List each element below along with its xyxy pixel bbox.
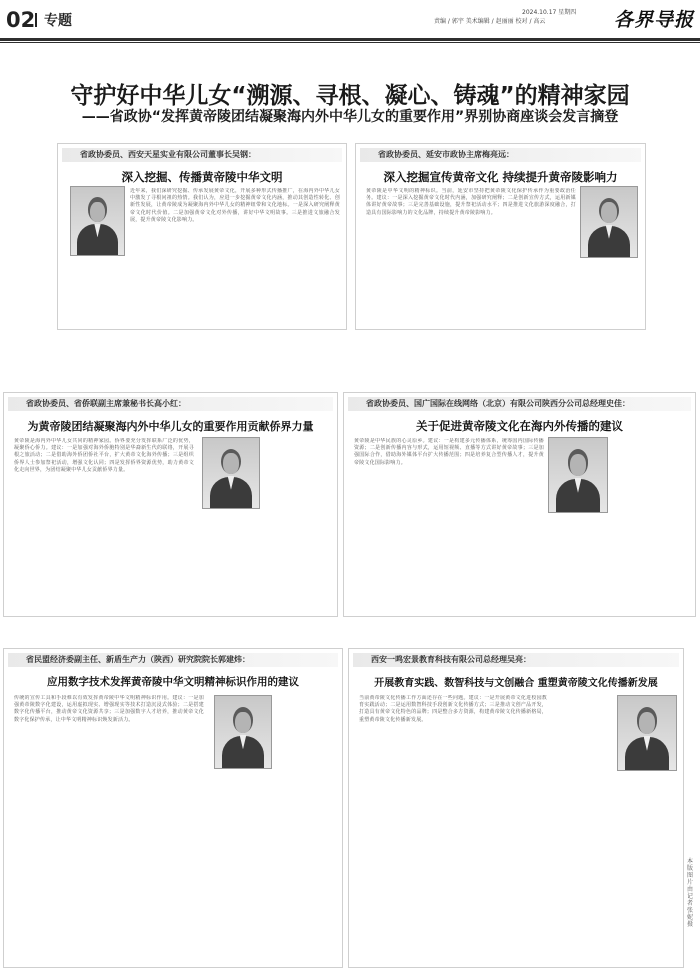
article-title: 为黄帝陵团结凝聚海内外中华儿女的重要作用贡献侨界力量 (27, 420, 314, 433)
article-body: 近年来，我们深研究挖掘、传承发展黄帝文化，开展多种形式传播推广，在海内外中华儿女中激发了寻根问祖的热情。我们认为，应进一步挖掘黄帝文化内涵，推动其创造性转化、创新性发展，让黄帝陵成为凝聚海内外中华儿女的精神纽带和文化地标。一是深入研究阐释黄帝文化时代价值。二是加强黄帝文化对外传播，讲好中华文明故事。三是推进文旅融合发展，提升黄帝陵文化影响力。 (130, 188, 340, 223)
article-panel-3 (3, 392, 338, 617)
page-header (0, 0, 700, 42)
header-rule (0, 38, 700, 41)
speaker-photo (617, 695, 677, 771)
main-headline: 守护好中华儿女“溯源、寻根、凝心、铸魂”的精神家园 (70, 83, 630, 109)
article-body: 黄帝陵是中华文明的精神标识。当前，延安市坚持把黄帝陵文化保护传承作为重要政治任务。建议：一是深入挖掘黄帝文化时代内涵，加强研究阐释；二是创新宣传方式，运用新媒体讲好黄帝故事；三是完善基础设施，提升祭祀活动水平；四是推进文化旅游深度融合，打造具有国际影响力的文化品牌，持续提升黄帝陵影响力。 (366, 188, 576, 216)
article-title: 应用数字技术发挥黄帝陵中华文明精神标识作用的建议 (47, 676, 299, 688)
article-panel-5 (3, 648, 343, 968)
speaker-photo (202, 437, 260, 509)
article-title: 开展教育实践、数智科技与文创融合 重塑黄帝陵文化传播新发展 (374, 678, 658, 689)
staff-credits (434, 16, 545, 25)
speaker-label: 省政协委员、国广国际在线网络（北京）有限公司陕西分公司总经理史佳： (366, 399, 630, 408)
speaker-bar (62, 148, 342, 162)
speaker-label: 西安一鸣宏景教育科技有限公司总经理吴亮： (371, 655, 531, 664)
article-title: 深入挖掘、传播黄帝陵中华文明 (121, 170, 283, 184)
speaker-bar (348, 397, 691, 411)
speaker-bar (353, 653, 679, 667)
page-number: 02 (6, 8, 36, 32)
speaker-photo (548, 437, 608, 513)
speaker-photo (70, 186, 125, 256)
section-label: 专题 (44, 13, 72, 29)
staff-editor: 责编 / 郭宇 (434, 18, 464, 25)
weekday-text: 星期四 (558, 9, 577, 16)
speaker-label: 省政协委员、西安天星实业有限公司董事长吴钢： (80, 150, 256, 159)
article-body: 传统的宣传工具和手段难以有效发挥黄帝陵中华文明精神标识作用。建议：一是加强黄帝陵数字化建设，运用虚拟现实、增强现实等技术打造沉浸式体验；二是搭建数字化传播平台，推动黄帝文化资源共享；三是加强数字人才培养，推动黄帝文化数字化保护传承，让中华文明精神标识焕发新活力。 (14, 695, 204, 723)
article-body: 黄帝陵是中华民族的心灵原乡。建议：一是构建多元传播体系，统筹国内国际传播资源；二是创新传播内容与形式，运用短视频、直播等方式讲好黄帝故事；三是加强国际合作，借助海外媒体平台扩大传播范围；四是培养复合型传播人才，提升黄帝陵文化国际影响力。 (354, 438, 544, 466)
speaker-bar (8, 653, 338, 667)
article-body: 当前黄帝陵文化传播工作方面还存在一些问题。建议：一是开展黄帝文化进校园教育实践活动；二是运用数智科技手段创新文化传播方式；三是推动文创产品开发，打造具有黄帝文化特色的品牌；四是整合多方资源，构建黄帝陵文化传播新格局，重塑黄帝陵文化传播新发展。 (359, 695, 547, 723)
date-text: 2024.10.17 (522, 9, 557, 16)
page-number-divider (35, 13, 37, 27)
article-body: 黄帝陵是海内外中华儿女共同的精神家园。侨界要充分发挥联系广泛的优势，凝聚侨心侨力。建议：一是加强对海外侨胞特别是华裔新生代的联络，开展寻根之旅活动；二是借助海外侨团侨社平台，扩大黄帝文化海外传播；三是组织侨界人士参加祭祀活动，增强文化认同；四是发挥侨界资源优势，助力黄帝文化走向世界，为团结凝聚中华儿女贡献侨界力量。 (14, 438, 194, 473)
article-panel-6 (348, 648, 684, 968)
speaker-bar (8, 397, 333, 411)
newspaper-logo: 各界导报 (614, 9, 695, 31)
sub-headline: ——省政协“发挥黄帝陵团结凝聚海内外中华儿女的重要作用”界别协商座谈会发言摘登 (81, 109, 619, 125)
speaker-label: 省政协委员、省侨联副主席兼秘书长高小红： (26, 399, 186, 408)
article-title: 关于促进黄帝陵文化在海内外传播的建议 (416, 419, 623, 433)
speaker-label: 省民盟经济委副主任、新盾生产力（陕西）研究院院长郭建炜： (26, 655, 250, 664)
speaker-label: 省政协委员、延安市政协主席梅亮远： (378, 150, 514, 159)
article-title: 深入挖掘宣传黄帝文化 持续提升黄帝陵影响力 (383, 170, 618, 184)
article-panel-2 (355, 143, 646, 330)
header-rule-thin (0, 42, 700, 43)
speaker-photo (580, 186, 638, 258)
speaker-bar (360, 148, 641, 162)
staff-art: 美术编辑 / 赵丽丽 (465, 18, 514, 25)
article-panel-1 (57, 143, 347, 330)
staff-proof: 校对 / 高云 (515, 18, 546, 25)
speaker-photo (214, 695, 272, 769)
article-panel-4 (343, 392, 696, 617)
photo-credit: 本版图片由记者张妮摄 (686, 858, 693, 928)
